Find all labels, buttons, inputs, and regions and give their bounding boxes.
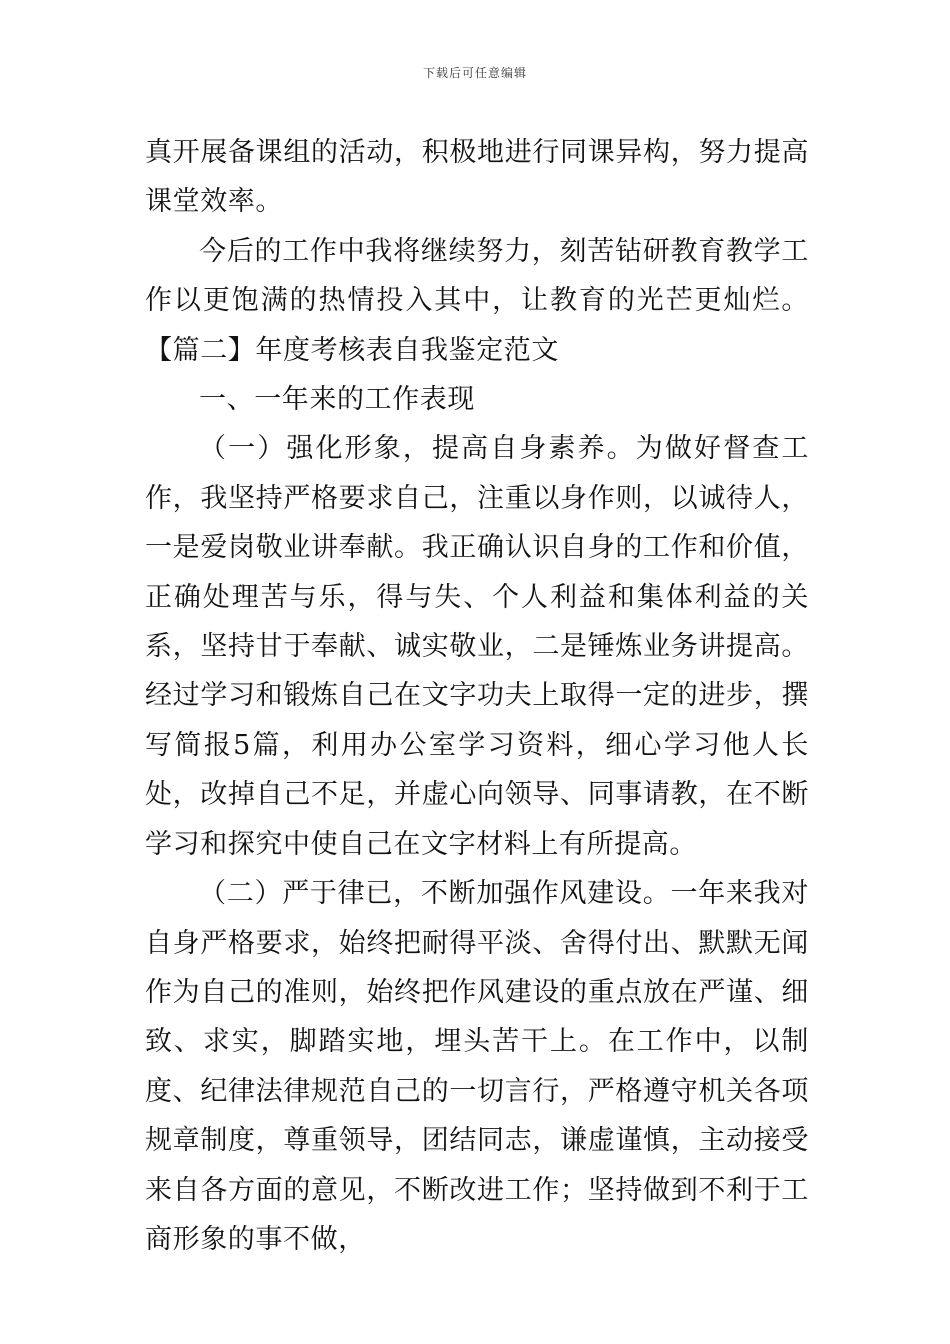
section-heading: 一、一年来的工作表现 xyxy=(199,384,475,416)
paragraph-4: （二）严于律已，不断加强作风建设。一年来我对自身严格要求，始终把耐得平淡、舍得付出、默默无闻作为自己的准则，始终把作风建设的重点放在严谨、细致、求实，脚踏实地，埋头苦干上。在工作中，以制度、纪律法律规范自己的一切言行，严格遵守机关各项规章制度，尊重领导，团结同志，谦虚谨慎，主动接受来自各方面的意见，不断改进工作；坚持做到不利于工商形象的事不做， xyxy=(145,878,809,1255)
page-header: 下载后可任意编辑 xyxy=(422,66,527,80)
paragraph-2: 今后的工作中我将继续努力，刻苦钻研教育教学工作以更饱满的热情投入其中，让教育的光芒更灿烂。【篇二】年度考核表自我鉴定范文 xyxy=(145,235,809,366)
paragraph-1: 真开展备课组的活动，积极地进行同课异构，努力提高课堂效率。 xyxy=(145,137,809,218)
paragraph-3: （一）强化形象，提高自身素养。为做好督查工作，我坚持严格要求自己，注重以身作则，以诚待人，一是爱岗敬业讲奉献。我正确认识自身的工作和价值，正确处理苦与乐，得与失、个人利益和集体利益的关系，坚持甘于奉献、诚实敬业，二是锤炼业务讲提高。经过学习和锻炼自己在文字功夫上取得一定的进步，撰写简报5篇，利用办公室学习资料，细心学习他人长处，改掉自己不足，并虚心向领导、同事请教，在不断学习和探究中使自己在文字材料上有所提高。 xyxy=(145,433,809,860)
document-body xyxy=(145,128,809,1264)
